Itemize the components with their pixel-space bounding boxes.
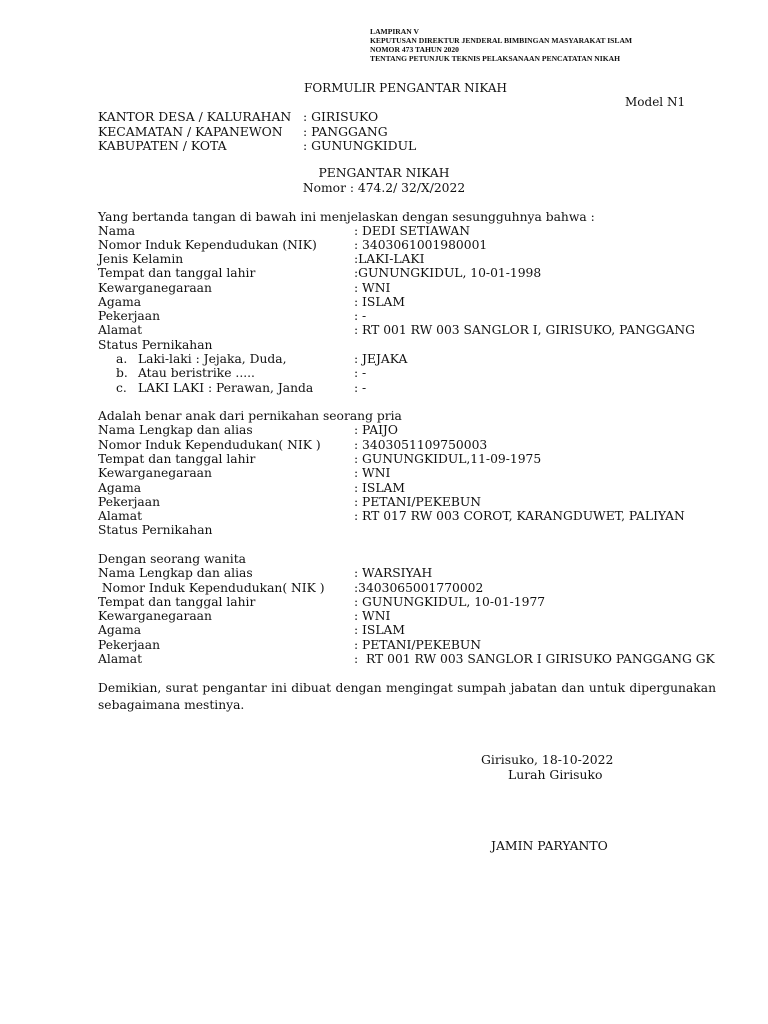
signature-name: JAMIN PARYANTO (491, 838, 608, 853)
office-label: KECAMATAN / KAPANEWON (98, 124, 283, 139)
field-value: : - (354, 366, 367, 380)
field-value: : GUNUNGKIDUL,11-09-1975 (354, 452, 542, 466)
model-label: Model N1 (625, 95, 686, 109)
signature-position: Lurah Girisuko (508, 767, 603, 782)
field-label: Nama Lengkap dan alias (98, 423, 253, 437)
field-label: Pekerjaan (98, 495, 161, 509)
field-label: Kewarganegaraan (98, 609, 212, 623)
field-label: Nomor Induk Kependudukan (NIK) (98, 238, 317, 252)
field-label: Nama Lengkap dan alias (98, 566, 253, 580)
field-value: :LAKI-LAKI (354, 252, 425, 266)
office-value: : PANGGANG (303, 124, 388, 139)
field-value: : RT 017 RW 003 COROT, KARANGDUWET, PALIYAN (354, 509, 685, 523)
field-value: : DEDI SETIAWAN (354, 224, 471, 238)
field-value: : PETANI/PEKEBUN (354, 638, 482, 652)
field-label: Tempat dan tanggal lahir (98, 266, 256, 280)
field-value: : - (354, 309, 367, 323)
field-label: Agama (98, 481, 142, 495)
field-label: Status Pernikahan (98, 338, 213, 352)
father-intro: Adalah benar anak dari pernikahan seorang pria (98, 409, 402, 423)
field-label: Nomor Induk Kependudukan( NIK ) (98, 438, 321, 452)
field-value: : PAIJO (354, 423, 398, 437)
closing-paragraph: Demikian, surat pengantar ini dibuat dengan mengingat sumpah jabatan dan untuk dipergunakan sebagaimana mestinya. (98, 681, 716, 712)
field-label: Agama (98, 623, 142, 637)
field-value: : 3403051109750003 (354, 438, 488, 452)
office-label: KANTOR DESA / KALURAHAN (98, 109, 292, 124)
field-value: : WARSIYAH (354, 566, 433, 580)
field-label: Alamat (98, 323, 143, 337)
field-value: : WNI (354, 281, 391, 295)
field-value: : ISLAM (354, 623, 405, 637)
office-value: : GIRISUKO (303, 109, 379, 124)
field-value: : 3403061001980001 (354, 238, 488, 252)
field-label: Kewarganegaraan (98, 466, 212, 480)
lampiran-line: LAMPIRAN V (370, 27, 420, 36)
field-value: :GUNUNGKIDUL, 10-01-1998 (354, 266, 542, 280)
field-label: Tempat dan tanggal lahir (98, 452, 256, 466)
field-value: : - (354, 381, 367, 395)
office-label: KABUPATEN / KOTA (98, 138, 227, 153)
lampiran-line: KEPUTUSAN DIREKTUR JENDERAL BIMBINGAN MASYARAKAT ISLAM (370, 35, 633, 45)
office-value: : GUNUNGKIDUL (303, 138, 417, 153)
field-value: : GUNUNGKIDUL, 10-01-1977 (354, 595, 546, 609)
field-value: : WNI (354, 466, 391, 480)
field-label: Nomor Induk Kependudukan( NIK ) (98, 581, 325, 595)
field-label: Laki-laki : Jejaka, Duda, (138, 352, 287, 366)
intro-text: Yang bertanda tangan di bawah ini menjelaskan dengan sesungguhnya bahwa : (98, 210, 595, 224)
field-label: Pekerjaan (98, 309, 161, 323)
field-label: Alamat (98, 652, 143, 666)
mother-intro: Dengan seorang wanita (98, 552, 246, 566)
field-value: : ISLAM (354, 295, 405, 309)
item-marker: c. (116, 381, 127, 395)
field-label: Jenis Kelamin (98, 252, 184, 266)
field-label: Agama (98, 295, 142, 309)
item-marker: a. (116, 352, 128, 366)
form-title: FORMULIR PENGANTAR NIKAH (304, 81, 507, 95)
lampiran-line: NOMOR 473 TAHUN 2020 (370, 44, 459, 54)
lampiran-line: TENTANG PETUNJUK TEKNIS PELAKSANAAN PENCATATAN NIKAH (370, 53, 620, 63)
field-value: : PETANI/PEKEBUN (354, 495, 482, 509)
letter-title: PENGANTAR NIKAH (318, 166, 450, 180)
signature-place-date: Girisuko, 18-10-2022 (481, 752, 614, 767)
field-label: Nama (98, 224, 136, 238)
field-label: Kewarganegaraan (98, 281, 212, 295)
letter-number: Nomor : 474.2/ 32/X/2022 (302, 181, 466, 195)
field-value: : RT 001 RW 003 SANGLOR I GIRISUKO PANGGANG GK (354, 652, 715, 666)
field-label: Pekerjaan (98, 638, 161, 652)
field-label: Tempat dan tanggal lahir (98, 595, 256, 609)
field-label: Status Pernikahan (98, 523, 213, 537)
field-value: : WNI (354, 609, 391, 623)
field-value: :3403065001770002 (354, 581, 484, 595)
field-label: LAKI LAKI : Perawan, Janda (138, 381, 314, 395)
field-label: Atau beristrike ..... (138, 366, 255, 380)
lampiran-header (370, 28, 632, 64)
field-value: : ISLAM (354, 481, 405, 495)
item-marker: b. (116, 366, 128, 380)
field-value: : RT 001 RW 003 SANGLOR I, GIRISUKO, PANGGANG (354, 323, 695, 337)
field-label: Alamat (98, 509, 143, 523)
field-value: : JEJAKA (354, 352, 408, 366)
